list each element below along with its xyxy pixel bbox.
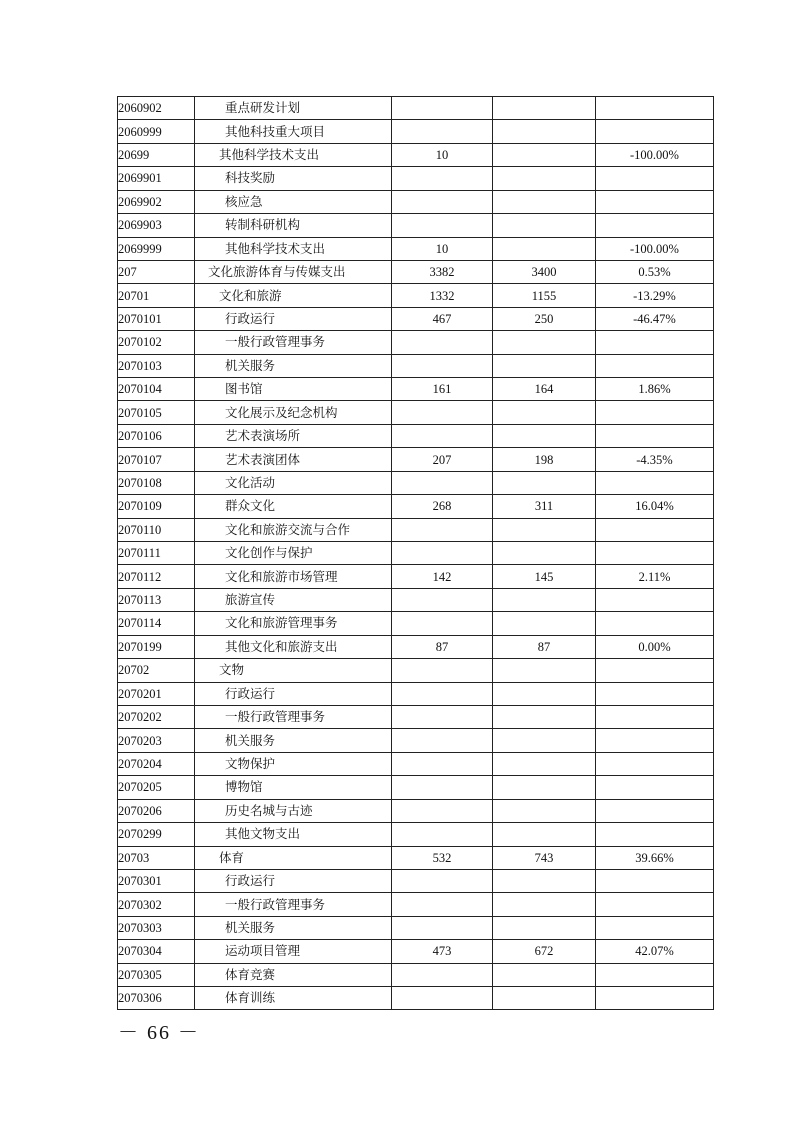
- row-change-percent-cell: [596, 424, 714, 447]
- row-code-cell: 20701: [118, 284, 195, 307]
- row-current-value-cell: [493, 237, 596, 260]
- row-code-cell: 2070202: [118, 705, 195, 728]
- table-row: [118, 143, 714, 166]
- row-prior-value-cell: 10: [392, 143, 493, 166]
- row-prior-value-cell: [392, 752, 493, 775]
- row-current-value-cell: [493, 471, 596, 494]
- table-row: [118, 823, 714, 846]
- row-change-percent-cell: [596, 542, 714, 565]
- row-current-value-cell: [493, 893, 596, 916]
- row-code-cell: 2070109: [118, 495, 195, 518]
- row-prior-value-cell: 473: [392, 940, 493, 963]
- row-name-cell: 行政运行: [195, 307, 392, 330]
- row-name-cell: 历史名城与古迹: [195, 799, 392, 822]
- row-change-percent-cell: 1.86%: [596, 378, 714, 401]
- budget-table-body: [118, 97, 714, 1010]
- row-code-cell: 20702: [118, 659, 195, 682]
- row-prior-value-cell: 268: [392, 495, 493, 518]
- table-row: [118, 237, 714, 260]
- row-current-value-cell: 250: [493, 307, 596, 330]
- table-row: [118, 354, 714, 377]
- row-change-percent-cell: [596, 401, 714, 424]
- row-change-percent-cell: -4.35%: [596, 448, 714, 471]
- row-name-cell: 行政运行: [195, 869, 392, 892]
- row-prior-value-cell: 1332: [392, 284, 493, 307]
- row-prior-value-cell: [392, 823, 493, 846]
- row-prior-value-cell: [392, 214, 493, 237]
- row-name-cell: 一般行政管理事务: [195, 705, 392, 728]
- table-row: [118, 307, 714, 330]
- row-code-cell: 2069999: [118, 237, 195, 260]
- row-current-value-cell: [493, 916, 596, 939]
- row-prior-value-cell: [392, 401, 493, 424]
- row-current-value-cell: [493, 729, 596, 752]
- row-code-cell: 2070306: [118, 987, 195, 1010]
- row-change-percent-cell: 39.66%: [596, 846, 714, 869]
- table-row: [118, 846, 714, 869]
- row-name-cell: 艺术表演团体: [195, 448, 392, 471]
- row-current-value-cell: [493, 776, 596, 799]
- row-current-value-cell: [493, 752, 596, 775]
- row-current-value-cell: [493, 331, 596, 354]
- row-change-percent-cell: [596, 682, 714, 705]
- row-change-percent-cell: [596, 471, 714, 494]
- row-prior-value-cell: [392, 354, 493, 377]
- row-code-cell: 2060999: [118, 120, 195, 143]
- row-prior-value-cell: 87: [392, 635, 493, 658]
- row-code-cell: 2070206: [118, 799, 195, 822]
- row-prior-value-cell: 142: [392, 565, 493, 588]
- row-change-percent-cell: [596, 588, 714, 611]
- row-current-value-cell: [493, 987, 596, 1010]
- row-name-cell: 运动项目管理: [195, 940, 392, 963]
- row-current-value-cell: 311: [493, 495, 596, 518]
- table-row: [118, 682, 714, 705]
- table-row: [118, 893, 714, 916]
- row-prior-value-cell: [392, 987, 493, 1010]
- row-name-cell: 体育竞赛: [195, 963, 392, 986]
- row-current-value-cell: [493, 682, 596, 705]
- row-change-percent-cell: [596, 331, 714, 354]
- row-prior-value-cell: 3382: [392, 260, 493, 283]
- row-current-value-cell: [493, 354, 596, 377]
- budget-table: [117, 96, 714, 1010]
- row-change-percent-cell: [596, 987, 714, 1010]
- row-change-percent-cell: [596, 869, 714, 892]
- row-code-cell: 2070201: [118, 682, 195, 705]
- table-row: [118, 331, 714, 354]
- row-change-percent-cell: [596, 167, 714, 190]
- row-prior-value-cell: [392, 471, 493, 494]
- table-row: [118, 378, 714, 401]
- row-change-percent-cell: 0.53%: [596, 260, 714, 283]
- row-change-percent-cell: [596, 97, 714, 120]
- row-code-cell: 2070303: [118, 916, 195, 939]
- row-name-cell: 图书馆: [195, 378, 392, 401]
- row-code-cell: 2070112: [118, 565, 195, 588]
- row-name-cell: 行政运行: [195, 682, 392, 705]
- row-change-percent-cell: [596, 120, 714, 143]
- row-name-cell: 一般行政管理事务: [195, 893, 392, 916]
- row-name-cell: 文化和旅游市场管理: [195, 565, 392, 588]
- row-code-cell: 2070113: [118, 588, 195, 611]
- row-prior-value-cell: 532: [392, 846, 493, 869]
- row-change-percent-cell: [596, 354, 714, 377]
- row-name-cell: 艺术表演场所: [195, 424, 392, 447]
- row-name-cell: 重点研发计划: [195, 97, 392, 120]
- row-prior-value-cell: [392, 682, 493, 705]
- row-change-percent-cell: 16.04%: [596, 495, 714, 518]
- table-row: [118, 167, 714, 190]
- table-row: [118, 776, 714, 799]
- row-change-percent-cell: -13.29%: [596, 284, 714, 307]
- row-current-value-cell: [493, 963, 596, 986]
- row-current-value-cell: [493, 143, 596, 166]
- page-number: － 66 －: [118, 1022, 200, 1044]
- table-row: [118, 987, 714, 1010]
- row-code-cell: 2070104: [118, 378, 195, 401]
- row-change-percent-cell: [596, 799, 714, 822]
- row-current-value-cell: [493, 120, 596, 143]
- row-code-cell: 2070108: [118, 471, 195, 494]
- row-name-cell: 机关服务: [195, 729, 392, 752]
- row-change-percent-cell: [596, 916, 714, 939]
- row-name-cell: 群众文化: [195, 495, 392, 518]
- row-name-cell: 文物保护: [195, 752, 392, 775]
- row-name-cell: 文化展示及纪念机构: [195, 401, 392, 424]
- row-name-cell: 文化旅游体育与传媒支出: [195, 260, 392, 283]
- row-code-cell: 20699: [118, 143, 195, 166]
- row-change-percent-cell: [596, 659, 714, 682]
- row-name-cell: 文物: [195, 659, 392, 682]
- row-change-percent-cell: 42.07%: [596, 940, 714, 963]
- row-prior-value-cell: [392, 167, 493, 190]
- row-code-cell: 2069903: [118, 214, 195, 237]
- row-current-value-cell: [493, 190, 596, 213]
- table-row: [118, 659, 714, 682]
- row-change-percent-cell: [596, 705, 714, 728]
- row-prior-value-cell: [392, 659, 493, 682]
- row-prior-value-cell: [392, 776, 493, 799]
- row-change-percent-cell: 2.11%: [596, 565, 714, 588]
- row-current-value-cell: [493, 167, 596, 190]
- row-prior-value-cell: [392, 542, 493, 565]
- row-change-percent-cell: -100.00%: [596, 237, 714, 260]
- row-code-cell: 2070111: [118, 542, 195, 565]
- row-prior-value-cell: [392, 612, 493, 635]
- row-current-value-cell: 1155: [493, 284, 596, 307]
- table-row: [118, 940, 714, 963]
- table-row: [118, 869, 714, 892]
- row-prior-value-cell: [392, 869, 493, 892]
- table-row: [118, 495, 714, 518]
- table-row: [118, 284, 714, 307]
- row-current-value-cell: [493, 705, 596, 728]
- row-prior-value-cell: 161: [392, 378, 493, 401]
- row-name-cell: 机关服务: [195, 354, 392, 377]
- row-change-percent-cell: [596, 752, 714, 775]
- row-name-cell: 科技奖励: [195, 167, 392, 190]
- row-prior-value-cell: [392, 705, 493, 728]
- row-change-percent-cell: [596, 776, 714, 799]
- row-change-percent-cell: [596, 729, 714, 752]
- row-prior-value-cell: [392, 120, 493, 143]
- row-current-value-cell: [493, 518, 596, 541]
- row-code-cell: 2070105: [118, 401, 195, 424]
- row-current-value-cell: 145: [493, 565, 596, 588]
- row-code-cell: 2070299: [118, 823, 195, 846]
- row-current-value-cell: 87: [493, 635, 596, 658]
- row-code-cell: 2070101: [118, 307, 195, 330]
- row-prior-value-cell: [392, 331, 493, 354]
- row-current-value-cell: 3400: [493, 260, 596, 283]
- row-change-percent-cell: [596, 823, 714, 846]
- row-code-cell: 2070199: [118, 635, 195, 658]
- row-current-value-cell: [493, 97, 596, 120]
- row-name-cell: 文化活动: [195, 471, 392, 494]
- row-prior-value-cell: [392, 518, 493, 541]
- row-code-cell: 2060902: [118, 97, 195, 120]
- row-code-cell: 2070305: [118, 963, 195, 986]
- row-prior-value-cell: [392, 799, 493, 822]
- row-code-cell: 2070302: [118, 893, 195, 916]
- row-name-cell: 转制科研机构: [195, 214, 392, 237]
- row-name-cell: 文化创作与保护: [195, 542, 392, 565]
- table-row: [118, 588, 714, 611]
- table-row: [118, 190, 714, 213]
- row-current-value-cell: 198: [493, 448, 596, 471]
- row-code-cell: 2070102: [118, 331, 195, 354]
- row-code-cell: 2070204: [118, 752, 195, 775]
- table-row: [118, 705, 714, 728]
- row-prior-value-cell: 467: [392, 307, 493, 330]
- row-name-cell: 博物馆: [195, 776, 392, 799]
- row-change-percent-cell: -46.47%: [596, 307, 714, 330]
- row-name-cell: 一般行政管理事务: [195, 331, 392, 354]
- row-name-cell: 其他科学技术支出: [195, 237, 392, 260]
- row-current-value-cell: 743: [493, 846, 596, 869]
- row-code-cell: 2070203: [118, 729, 195, 752]
- row-code-cell: 2070106: [118, 424, 195, 447]
- table-row: [118, 799, 714, 822]
- row-change-percent-cell: [596, 893, 714, 916]
- row-change-percent-cell: [596, 518, 714, 541]
- row-code-cell: 20703: [118, 846, 195, 869]
- table-row: [118, 424, 714, 447]
- row-name-cell: 核应急: [195, 190, 392, 213]
- row-current-value-cell: 672: [493, 940, 596, 963]
- row-prior-value-cell: [392, 729, 493, 752]
- row-name-cell: 文化和旅游交流与合作: [195, 518, 392, 541]
- table-row: [118, 916, 714, 939]
- row-prior-value-cell: [392, 97, 493, 120]
- table-row: [118, 729, 714, 752]
- row-code-cell: 2070107: [118, 448, 195, 471]
- row-current-value-cell: [493, 214, 596, 237]
- row-name-cell: 旅游宣传: [195, 588, 392, 611]
- table-row: [118, 214, 714, 237]
- row-code-cell: 2070205: [118, 776, 195, 799]
- table-row: [118, 612, 714, 635]
- row-prior-value-cell: 207: [392, 448, 493, 471]
- row-code-cell: 2070114: [118, 612, 195, 635]
- row-name-cell: 体育: [195, 846, 392, 869]
- row-code-cell: 2070103: [118, 354, 195, 377]
- row-name-cell: 其他科学技术支出: [195, 143, 392, 166]
- table-row: [118, 542, 714, 565]
- row-prior-value-cell: [392, 190, 493, 213]
- table-row: [118, 635, 714, 658]
- row-current-value-cell: [493, 823, 596, 846]
- table-row: [118, 518, 714, 541]
- row-name-cell: 机关服务: [195, 916, 392, 939]
- row-prior-value-cell: [392, 424, 493, 447]
- row-code-cell: 2070301: [118, 869, 195, 892]
- row-current-value-cell: [493, 869, 596, 892]
- row-change-percent-cell: [596, 612, 714, 635]
- table-row: [118, 401, 714, 424]
- table-row: [118, 963, 714, 986]
- row-code-cell: 2070304: [118, 940, 195, 963]
- row-code-cell: 207: [118, 260, 195, 283]
- row-name-cell: 其他文化和旅游支出: [195, 635, 392, 658]
- row-current-value-cell: [493, 799, 596, 822]
- row-name-cell: 文化和旅游管理事务: [195, 612, 392, 635]
- row-prior-value-cell: 10: [392, 237, 493, 260]
- table-row: [118, 97, 714, 120]
- row-current-value-cell: [493, 542, 596, 565]
- table-row: [118, 448, 714, 471]
- row-current-value-cell: 164: [493, 378, 596, 401]
- row-current-value-cell: [493, 424, 596, 447]
- row-change-percent-cell: 0.00%: [596, 635, 714, 658]
- row-current-value-cell: [493, 659, 596, 682]
- row-change-percent-cell: [596, 190, 714, 213]
- row-current-value-cell: [493, 401, 596, 424]
- row-prior-value-cell: [392, 916, 493, 939]
- table-row: [118, 752, 714, 775]
- row-name-cell: 其他科技重大项目: [195, 120, 392, 143]
- row-prior-value-cell: [392, 588, 493, 611]
- table-row: [118, 565, 714, 588]
- table-row: [118, 120, 714, 143]
- row-name-cell: 体育训练: [195, 987, 392, 1010]
- row-code-cell: 2069902: [118, 190, 195, 213]
- row-change-percent-cell: [596, 963, 714, 986]
- row-prior-value-cell: [392, 893, 493, 916]
- table-row: [118, 471, 714, 494]
- row-prior-value-cell: [392, 963, 493, 986]
- row-change-percent-cell: -100.00%: [596, 143, 714, 166]
- row-current-value-cell: [493, 612, 596, 635]
- row-name-cell: 其他文物支出: [195, 823, 392, 846]
- row-current-value-cell: [493, 588, 596, 611]
- row-code-cell: 2069901: [118, 167, 195, 190]
- table-row: [118, 260, 714, 283]
- row-code-cell: 2070110: [118, 518, 195, 541]
- row-name-cell: 文化和旅游: [195, 284, 392, 307]
- row-change-percent-cell: [596, 214, 714, 237]
